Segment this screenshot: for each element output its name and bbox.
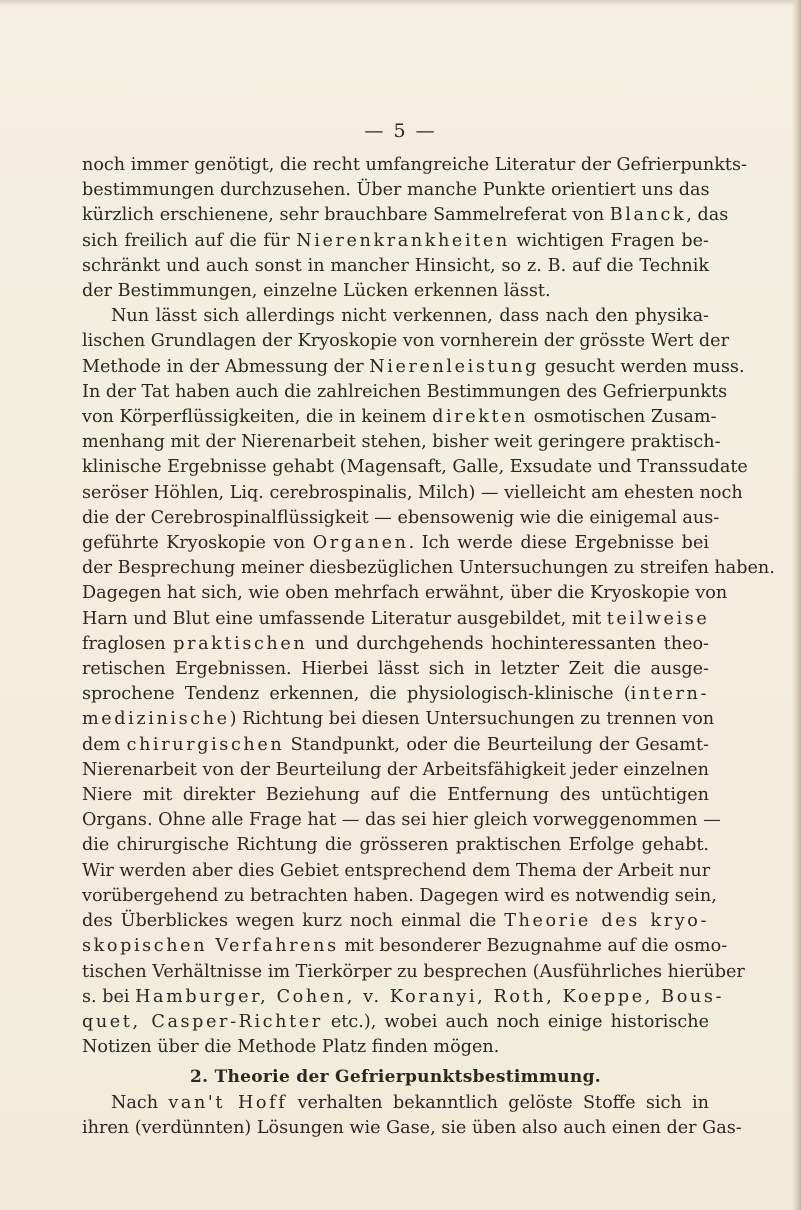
line-text: Nierenarbeit von der Beurteilung der Arbeitsfähigkeit jeder einzelnen: [82, 759, 709, 780]
text-line: [82, 531, 709, 556]
line-text: und durchgehends hochinteressanten theo-: [307, 633, 709, 654]
line-text: bestimmungen durchzusehen. Über manche Punkte orientiert uns das: [82, 180, 710, 201]
text-line: [82, 758, 709, 783]
line-text: noch immer genötigt, die recht umfangreiche Literatur der Gefrierpunkts-: [82, 155, 747, 175]
spaced-emphasis: Organen: [312, 533, 409, 554]
paragraphs-after-heading: [82, 1091, 742, 1141]
text-line: [82, 783, 709, 808]
page-number: — 5 —: [364, 120, 437, 142]
paragraphs-before-heading: [82, 153, 775, 1060]
line-text: wichtigen Fragen be-: [509, 230, 709, 251]
text-line: [82, 556, 775, 581]
page-right-edge: [792, 0, 801, 1210]
line-text: ihren (verdünnten) Lösungen wie Gase, sie üben also auch einen der Gas-: [82, 1117, 742, 1138]
page-top-edge: [0, 0, 801, 6]
line-text: Nun lässt sich allerdings nicht verkennen, dass nach den physika-: [111, 306, 709, 327]
text-line: [82, 1035, 709, 1060]
text-line: [82, 506, 720, 531]
text-line: [82, 1010, 709, 1035]
line-text: geführte Kryoskopie von: [82, 533, 313, 554]
text-line: [82, 884, 717, 909]
text-line: [82, 405, 717, 430]
line-text: retischen Ergebnissen. Hierbei lässt sich in letzter Zeit die ausge-: [82, 659, 709, 680]
line-text: fraglosen: [82, 633, 174, 654]
text-line: [82, 304, 709, 329]
spaced-emphasis: Blanck: [609, 205, 687, 226]
line-text: etc.), wobei auch noch einige historische: [322, 1011, 709, 1032]
line-text: sprochene Tendenz erkennen, die physiologisch-klinische (: [82, 684, 631, 705]
text-line: [82, 430, 721, 455]
text-line: [82, 380, 728, 405]
line-text: von Körperflüssigkeiten, die in keinem: [82, 407, 433, 428]
text-line: [82, 581, 728, 606]
spaced-emphasis: chirurgischen: [126, 734, 285, 755]
text-line: [82, 682, 709, 707]
line-text: Notizen über die Methode Platz finden mögen.: [82, 1037, 500, 1058]
text-line: [82, 607, 709, 632]
line-text: Organs. Ohne alle Frage hat — das sei hier gleich vorweggenommen —: [82, 810, 721, 831]
text-line: [82, 229, 709, 254]
text-line: [82, 985, 725, 1010]
spaced-emphasis: praktischen: [173, 633, 308, 654]
line-text: der Bestimmungen, einzelne Lücken erkennen lässt.: [82, 281, 551, 302]
line-text: osmotischen Zusam-: [528, 407, 717, 428]
text-line: [82, 859, 709, 884]
line-text: sich freilich auf die für: [82, 230, 297, 251]
line-text: die der Cerebrospinalflüssigkeit — ebensowenig wie die einigemal aus-: [82, 507, 720, 528]
line-text: mit besonderer Bezugnahme auf die osmo-: [338, 936, 728, 957]
text-line: [82, 808, 721, 833]
text-line: [82, 1116, 742, 1141]
line-text: seröser Höhlen, Liq. cerebrospinalis, Milch) — vielleicht am ehesten noch: [82, 482, 743, 503]
line-text: die chirurgische Richtung die grösseren praktischen Erfolge gehabt.: [82, 835, 709, 856]
line-text: lischen Grundlagen der Kryoskopie von vornherein der grösste Wert der: [82, 331, 729, 352]
text-line: [82, 355, 745, 380]
line-text: Dagegen hat sich, wie oben mehrfach erwähnt, über die Kryoskopie von: [82, 583, 728, 604]
text-line: [82, 481, 743, 506]
line-text: schränkt und auch sonst in mancher Hinsicht, so z. B. auf die Technik: [82, 255, 709, 276]
spaced-emphasis: Nierenkrankheiten: [296, 230, 510, 251]
text-line: [82, 934, 728, 959]
text-line: [82, 707, 715, 732]
spaced-emphasis: intern-: [630, 684, 709, 705]
line-text: ) Richtung bei diesen Untersuchungen zu trennen von: [229, 709, 715, 730]
line-text: gesucht werden muss.: [538, 356, 745, 377]
text-line: [82, 733, 709, 758]
spaced-emphasis: teilweise: [606, 608, 710, 629]
text-line: [82, 455, 748, 480]
body-text: [82, 153, 775, 1141]
line-text: Nach: [111, 1092, 169, 1113]
text-line: [82, 1091, 709, 1116]
line-text: klinische Ergebnisse gehabt (Magensaft, Galle, Exsudate und Transsudate: [82, 457, 748, 478]
text-line: [82, 657, 709, 682]
spaced-emphasis: direkten: [432, 407, 529, 428]
line-text: . Ich werde diese Ergebnisse bei: [408, 533, 709, 554]
line-text: Niere mit direkter Beziehung auf die Entfernung des untüchtigen: [82, 785, 709, 806]
line-text: Methode in der Abmessung der: [82, 356, 370, 377]
line-text: der Besprechung meiner diesbezüglichen Untersuchungen zu streifen haben.: [82, 558, 775, 579]
spaced-emphasis: Nierenleistung: [369, 356, 539, 377]
spaced-emphasis: van't Hoff: [168, 1092, 288, 1113]
section-heading: 2. Theorie der Gefrierpunktsbestimmung.: [190, 1067, 601, 1088]
line-text: In der Tat haben auch die zahlreichen Bestimmungen des Gefrierpunkts: [82, 381, 728, 402]
text-line: [82, 203, 729, 228]
line-text: vorübergehend zu betrachten haben. Dagegen wird es notwendig sein,: [82, 885, 717, 906]
line-text: dem: [82, 734, 127, 755]
spaced-emphasis: skopischen Verfahrens: [82, 936, 339, 957]
line-text: menhang mit der Nierenarbeit stehen, bisher weit geringere praktisch-: [82, 432, 721, 453]
text-line: [82, 153, 747, 178]
text-line: [82, 909, 709, 934]
text-line: [82, 329, 729, 354]
line-text: , das: [686, 205, 729, 226]
text-line: [82, 178, 709, 203]
text-line: [82, 632, 709, 657]
line-text: verhalten bekanntlich gelöste Stoffe sich in: [287, 1092, 709, 1113]
text-line: [82, 960, 745, 985]
line-text: kürzlich erschienene, sehr brauchbare Sammelreferat von: [82, 205, 610, 226]
spaced-emphasis: medizinische: [82, 709, 230, 730]
line-text: Standpunkt, oder die Beurteilung der Gesamt-: [284, 734, 709, 755]
spaced-emphasis: quet, Casper-Richter: [82, 1011, 323, 1032]
line-text: Wir werden aber dies Gebiet entsprechend dem Thema der Arbeit nur: [82, 860, 711, 881]
spaced-emphasis: Hamburger, Cohen, v. Koranyi, Roth, Koeppe, Bous-: [135, 986, 725, 1007]
line-text: s. bei: [82, 986, 136, 1007]
text-line: [82, 254, 709, 279]
text-line: [82, 833, 709, 858]
text-line: [82, 279, 709, 304]
spaced-emphasis: Theorie des kryo-: [504, 911, 709, 932]
line-text: tischen Verhältnisse im Tierkörper zu besprechen (Ausführliches hierüber: [82, 961, 745, 982]
line-text: Harn und Blut eine umfassende Literatur ausgebildet, mit: [82, 608, 607, 629]
line-text: des Überblickes wegen kurz noch einmal die: [82, 911, 505, 932]
